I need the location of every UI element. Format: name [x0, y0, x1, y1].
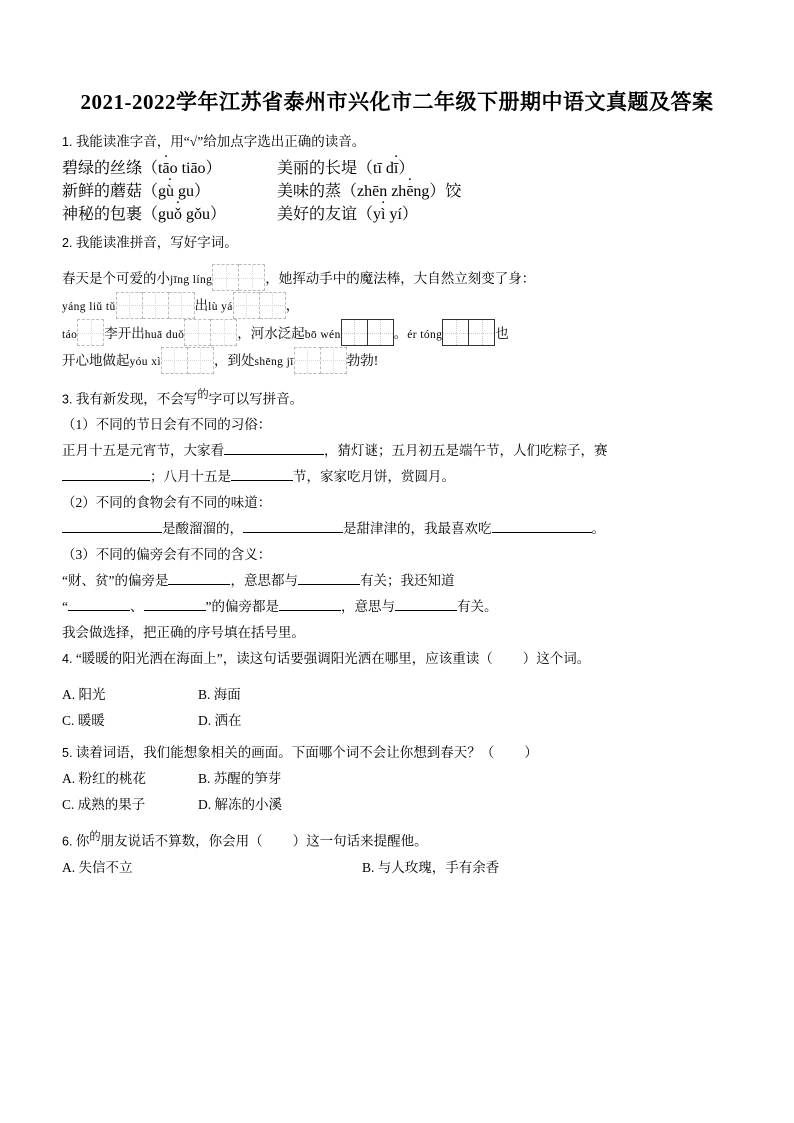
q2-line-1: [62, 266, 732, 293]
q3-s3-l2-d: ，意思与: [341, 599, 395, 615]
page-title: 2021-2022学年江苏省泰州市兴化市二年级下册期中语文真题及答案: [80, 90, 714, 114]
q2-l3-text-b: ，河水泛起: [237, 325, 305, 341]
q6-option-a-tag: A.: [62, 859, 76, 875]
question-2: [62, 230, 732, 376]
q2-l3-pinyin: táo: [62, 328, 78, 341]
q3-s3-blank-6[interactable]: [395, 610, 457, 611]
q1-r3-right-post: yí）: [385, 206, 418, 223]
q3-sub2-label: （2）不同的食物会有不同的味道：: [62, 495, 272, 511]
question-3: [62, 382, 732, 647]
q2-l2-end: ，: [285, 298, 300, 314]
q5-number: 5.: [62, 746, 73, 761]
q3-sub3-line1: [62, 568, 732, 594]
q6-stem-sup: 的: [89, 831, 101, 844]
q1-r2-left-dot: ù ·: [166, 183, 174, 200]
q1-row-3: [62, 201, 732, 224]
q2-l1-text-a: 春天是个可爱的小: [62, 271, 170, 286]
q1-r1-left-post: o tiāo）: [169, 160, 222, 177]
q4-option-c-text: 暖暖: [77, 713, 105, 729]
q5-stem-a: 读着词语，我们能想象相关的画面。下面哪个词不会让你想到春天？（: [75, 745, 495, 761]
q2-l4-text-c: 勃勃!: [346, 353, 379, 369]
q3-s2-blank-1[interactable]: [62, 532, 162, 533]
q3-stem-sup: 的: [197, 388, 209, 401]
q1-r1-left-pre: 碧绿的丝绦（t: [62, 160, 163, 177]
q2-line-2: [62, 293, 732, 320]
q5-option-a-text: 粉红的桃花: [78, 771, 146, 787]
q4-stem: [62, 646, 732, 672]
q5-option-d-tag: D.: [198, 797, 212, 813]
q2-l4-pinyin-2: shēng jī: [254, 356, 294, 369]
q3-sub3-line2: [62, 594, 732, 620]
q1-number: 1.: [62, 135, 73, 149]
q2-l2-writing-boxes-2[interactable]: [233, 292, 286, 319]
q3-s2-blank-2[interactable]: [243, 532, 343, 533]
q3-number: 3.: [62, 392, 73, 407]
q3-stem-a: 我有新发现，不会写: [75, 391, 198, 407]
q4-option-b[interactable]: [198, 682, 334, 708]
q3-s3-blank-2[interactable]: [298, 584, 360, 585]
q1-r3-left-dot: ǒ ·: [174, 206, 182, 223]
q4-option-d[interactable]: [198, 708, 334, 734]
q5-stem-b: ）: [524, 745, 538, 761]
q4-stem-b: ）这个词。: [522, 651, 591, 667]
q6-options-row-1: [62, 855, 732, 881]
q1-row2-left: [62, 178, 277, 201]
q3-s1-blank-3[interactable]: [231, 480, 293, 481]
q1-r3-left-post: gǒu）: [182, 206, 227, 223]
q6-option-b-text: 与人玫瑰，手有余香: [377, 859, 500, 875]
q3-s3-l1-a: “财、贫”的偏旁是: [62, 573, 169, 589]
q2-l2-writing-boxes[interactable]: [116, 292, 195, 319]
q3-note: 我会做选择，把正确的序号填在括号里。: [62, 625, 305, 641]
q3-s1-blank-1[interactable]: [224, 454, 324, 455]
q6-stem-a: 你: [75, 833, 90, 849]
q2-l3-writing-boxes-4[interactable]: [442, 319, 495, 346]
q2-stem: [62, 230, 732, 256]
q1-r3-right-dot: ì ·: [381, 206, 385, 223]
q5-option-b-tag: B.: [198, 771, 211, 787]
q1-r1-left-dot: ā ·: [162, 160, 169, 177]
q2-number: 2.: [62, 236, 73, 250]
q3-s2-c: 。: [591, 521, 605, 537]
q3-s2-blank-3[interactable]: [492, 532, 592, 533]
q2-l2-mid: 出: [194, 298, 209, 314]
q3-s1-blank-2[interactable]: [62, 480, 150, 481]
q2-l4-text-a: 开心地做起: [62, 353, 130, 369]
q4-options-row-2: [62, 708, 732, 734]
q3-s3-l2-a: “: [62, 599, 68, 615]
q3-s3-l2-c: ”的偏旁都是: [205, 599, 279, 615]
q6-stem-b: 朋友说话不算数，你会用（: [100, 833, 263, 849]
q3-stem-b: 字可以写拼音。: [208, 391, 304, 407]
q2-line-3: [62, 321, 732, 348]
q5-option-d[interactable]: [198, 792, 334, 818]
q3-s3-blank-1[interactable]: [168, 584, 230, 585]
q6-option-b-tag: B.: [362, 859, 375, 875]
q3-s3-l2-b: 、: [130, 599, 144, 615]
q2-l4-writing-boxes[interactable]: [161, 347, 214, 374]
q3-s1-l1-a: 正月十五是元宵节，大家看: [62, 443, 224, 459]
q3-s3-blank-4[interactable]: [144, 610, 206, 611]
q1-row1-right: [277, 155, 414, 178]
q1-r2-left-post: gu）: [174, 183, 211, 200]
q3-sub1-line2: [62, 464, 732, 490]
q2-l2-pinyin: yáng liǔ tǔ: [62, 301, 116, 314]
q2-l3-pinyin-4: ér tóng: [407, 328, 443, 341]
question-6: [62, 824, 732, 881]
q1-r2-right-dot: ē ·: [406, 183, 413, 200]
q2-l4-text-b: ，到处: [213, 353, 255, 369]
question-4: [62, 646, 732, 734]
q6-stem-c: ）这一句话来提醒他。: [292, 833, 428, 849]
q2-l3-writing-boxes-3[interactable]: [341, 319, 394, 346]
q1-r1-right-pre: 美丽的长堤（tī d: [277, 160, 394, 177]
q5-option-c-tag: C.: [62, 797, 75, 813]
q1-r3-left-pre: 神秘的包裹（gu: [62, 206, 175, 223]
q4-option-d-tag: D.: [198, 713, 212, 729]
q1-r1-right-dot: ī ·: [394, 160, 398, 177]
q4-option-a-tag: A.: [62, 687, 76, 703]
q1-r2-left-pre: 新鲜的蘑菇（g: [62, 183, 167, 200]
q2-l3-text-d: 也: [495, 325, 509, 341]
q4-stem-a: “暖暖的阳光洒在海面上”，读这句话要强调阳光洒在哪里，应该重读（: [75, 651, 493, 667]
q5-option-b[interactable]: [198, 766, 334, 792]
q1-row2-right: [277, 178, 461, 201]
q3-s3-l2-e: 有关。: [457, 599, 498, 615]
q2-l1-pinyin: jīng líng: [170, 274, 213, 286]
q2-l4-writing-boxes-2[interactable]: [294, 347, 347, 374]
q5-option-c[interactable]: [62, 792, 198, 818]
q5-stem: [62, 740, 732, 766]
q1-row3-right: [277, 201, 418, 224]
q2-l3-writing-boxes-2[interactable]: [184, 319, 237, 346]
q2-line-4: [62, 348, 732, 375]
q1-stem-text: 我能读准字音，用“√”给加点字选出正确的读音。: [75, 134, 366, 149]
q5-options-row-2: [62, 792, 732, 818]
q3-s1-l2-b: 节，家家吃月饼，赏圆月。: [293, 469, 455, 485]
q1-r2-right-pre: 美味的蒸（zhēn zh: [277, 183, 407, 200]
q2-l1-text-b: ，她挥动手中的魔法棒，大自然立刻变了身：: [265, 271, 536, 286]
q3-sub1-label: （1）不同的节日会有不同的习俗：: [62, 417, 272, 433]
q5-option-a-tag: A.: [62, 771, 76, 787]
q6-number: 6.: [62, 834, 73, 849]
q1-row3-left: [62, 201, 277, 224]
q1-r2-right-post: ng）饺: [413, 183, 462, 200]
q4-option-d-text: 洒在: [214, 713, 242, 729]
q5-options-row-1: [62, 766, 732, 792]
q4-option-b-tag: B.: [198, 687, 211, 703]
q2-l3-text-a: 李开出: [104, 325, 145, 341]
q2-l3-writing-boxes[interactable]: [77, 319, 104, 346]
q3-s1-l2-a: ；八月十五是: [150, 469, 231, 485]
q5-option-c-text: 成熟的果子: [77, 797, 146, 813]
q2-l3-pinyin-2: huā duǒ: [144, 328, 185, 341]
q2-l2-pinyin-2: lù yá: [208, 301, 233, 314]
q3-s3-l1-c: 有关；我还知道: [359, 573, 455, 589]
q4-option-c-tag: C.: [62, 713, 75, 729]
q3-s3-l1-b: ，意思都与: [230, 573, 298, 589]
q2-stem-text: 我能读准拼音，写好字词。: [75, 235, 238, 250]
q4-option-b-text: 海面: [213, 687, 241, 703]
question-5: [62, 740, 732, 818]
q3-sub2-line: [62, 516, 732, 542]
q6-option-a[interactable]: [62, 855, 362, 881]
q4-options-row-1: [62, 682, 732, 708]
q4-number: 4.: [62, 652, 73, 667]
q4-option-a[interactable]: [62, 682, 198, 708]
q5-option-a[interactable]: [62, 766, 198, 792]
q4-option-a-text: 阳光: [78, 687, 106, 703]
q6-option-a-text: 失信不立: [78, 859, 133, 875]
q1-r1-right-post: ）: [398, 160, 415, 177]
q3-s1-l1-b: ，猜灯谜；五月初五是端午节，人们吃粽子，赛: [324, 443, 608, 459]
q5-option-d-text: 解冻的小溪: [214, 797, 282, 813]
q2-l4-pinyin: yóu xì: [129, 356, 161, 369]
question-1: [62, 129, 732, 224]
q1-row-2: [62, 178, 732, 201]
q6-option-b[interactable]: [362, 855, 662, 881]
q3-stem: [62, 382, 732, 413]
q3-s2-b: 是甜津津的，我最喜欢吃: [343, 521, 492, 537]
q2-l1-writing-boxes[interactable]: [212, 264, 265, 291]
q2-l3-pinyin-3: bō wén: [304, 328, 341, 341]
q3-sub1-line1: [62, 438, 732, 464]
q5-option-b-text: 苏醒的笋芽: [213, 771, 282, 787]
q1-r3-right-pre: 美好的友谊（y: [277, 206, 382, 223]
q2-l3-text-c: 。: [393, 325, 408, 341]
q3-s3-blank-5[interactable]: [279, 610, 341, 611]
q3-sub3-label: （3）不同的偏旁会有不同的含义：: [62, 547, 272, 563]
q1-row-1: [62, 155, 732, 178]
q3-s2-a: 是酸溜溜的，: [162, 521, 243, 537]
q4-option-c[interactable]: [62, 708, 198, 734]
q3-s3-blank-3[interactable]: [68, 610, 130, 611]
q6-stem: [62, 824, 732, 855]
